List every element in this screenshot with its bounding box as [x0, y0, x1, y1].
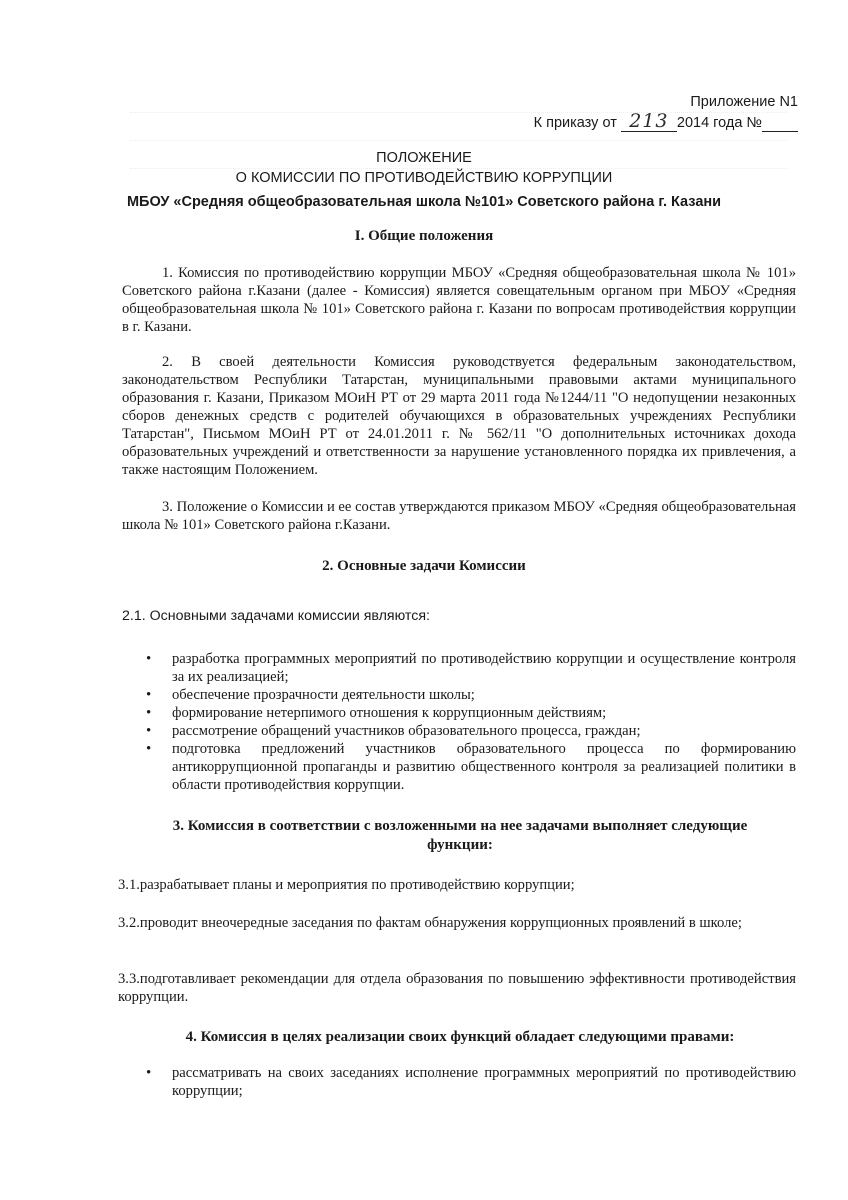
right-item-1: • рассматривать на своих заседаниях исполнение программных мероприятий по противодействию коррупции;	[146, 1064, 796, 1100]
order-date-handwritten: 213	[629, 110, 669, 132]
function-3-3: 3.3.подготавливает рекомендации для отдела образования по повышению эффективности противодействия коррупции.	[118, 971, 796, 1005]
title-line-3: МБОУ «Средняя общеобразовательная школа №101» Советского района г. Казани	[126, 194, 722, 210]
section-4-heading: 4. Комиссия в целях реализации своих функций обладает следующими правами:	[185, 1029, 735, 1045]
section-2-heading: 2. Основные задачи Комиссии	[322, 558, 526, 574]
order-prefix: К приказу от	[533, 115, 617, 131]
task-item-4: • рассмотрение обращений участников образовательного процесса, граждан;	[146, 722, 796, 740]
order-reference	[498, 110, 798, 134]
section-3-heading-line-1: 3. Комиссия в соответствии с возложенными на нее задачами выполняет следующие	[172, 818, 748, 834]
section-3-heading-line-2: функции:	[427, 837, 493, 853]
section-3-heading	[130, 817, 790, 855]
section-4-rights-list	[146, 1064, 796, 1100]
section-2-intro: 2.1. Основными задачами комиссии являются:	[122, 608, 430, 624]
task-item-5: • подготовка предложений участников образовательного процесса по формированию антикоррупционной пропаганды и развитию общественного контроля за реализацией политики в области противодействия коррупции.	[146, 740, 796, 794]
task-item-3: • формирование нетерпимого отношения к коррупционным действиям;	[146, 704, 796, 722]
section-1-heading: I. Общие положения	[354, 228, 494, 244]
document-title	[0, 148, 848, 212]
section-1-paragraph-3: 3. Положение о Комиссии и ее состав утверждаются приказом МБОУ «Средняя общеобразовательная школа № 101» Советского района г.Казани.	[122, 499, 796, 533]
appendix-label: Приложение N1	[690, 94, 798, 110]
order-year: 2014 года №	[676, 115, 762, 131]
title-line-1: ПОЛОЖЕНИЕ	[376, 150, 472, 166]
section-1-paragraph-2: 2. В своей деятельности Комиссия руководствуется федеральным законодательством, законодательством Республики Татарстан, муниципальными правовыми актами муниципального образования г. Казани, Приказом МОиН РТ от 29 марта 2011 года №1244/11 "О недопущении незаконных сборов денежных средств с родителей обучающихся в образовательных учреждениях Республики Татарстан", Письмом МОиН РТ от 24.01.2011 г. № 562/11 "О дополнительных источниках дохода образовательных учреждений и ответственности за нарушение установленного порядка их привлечения, а также настоящим Положением.	[122, 354, 796, 478]
task-item-1: • разработка программных мероприятий по противодействию коррупции и осуществление контроля за их реализацией;	[146, 650, 796, 686]
order-number-blank	[762, 115, 798, 132]
section-1-paragraph-1: 1. Комиссия по противодействию коррупции МБОУ «Средняя общеобразовательная школа № 101» Советского района г.Казани (далее - Комиссия) является совещательным органом при МБОУ «Средняя общеобразовательная школа № 101» Советского района г. Казани по вопросам противодействия коррупции в г. Казани.	[122, 265, 796, 335]
title-line-2: О КОМИССИИ ПО ПРОТИВОДЕЙСТВИЮ КОРРУПЦИИ	[235, 170, 613, 186]
appendix-block	[498, 92, 798, 134]
function-3-1: 3.1.разрабатывает планы и мероприятия по противодействию коррупции;	[118, 877, 575, 893]
order-date-blank	[621, 110, 677, 132]
function-3-2: 3.2.проводит внеочередные заседания по фактам обнаружения коррупционных проявлений в школе;	[118, 915, 742, 931]
task-item-2: • обеспечение прозрачности деятельности школы;	[146, 686, 796, 704]
section-2-task-list	[146, 650, 796, 794]
